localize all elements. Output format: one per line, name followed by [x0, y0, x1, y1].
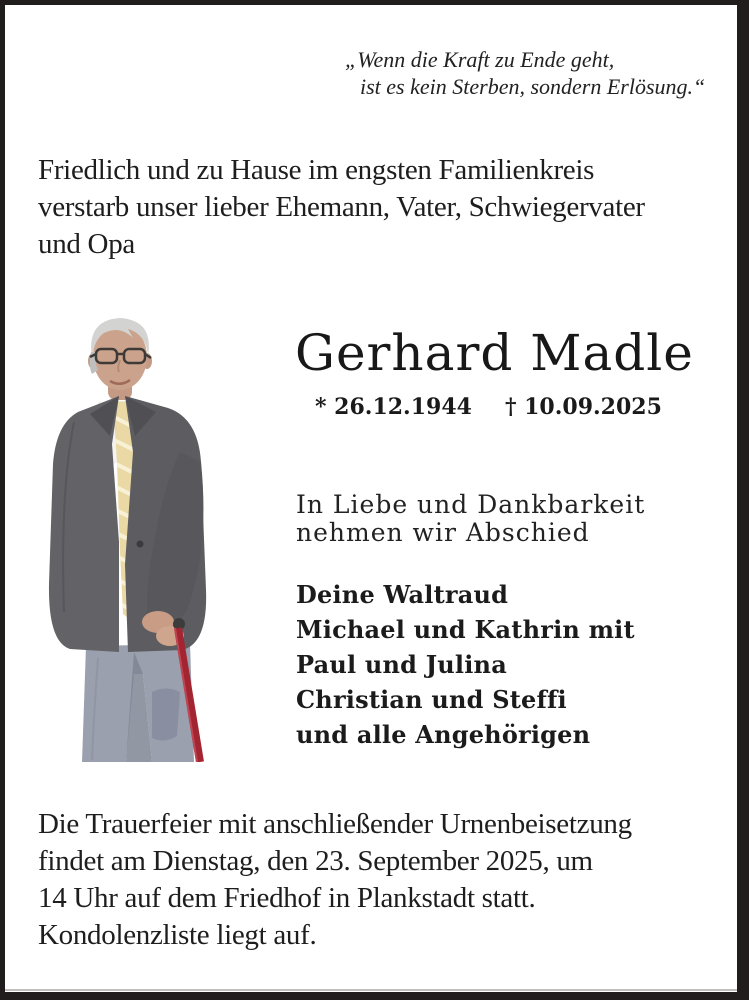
- quote-line-2: ist es kein Sterben, sondern Erlösung.“: [360, 74, 706, 99]
- intro-line: Friedlich und zu Hause im engsten Familienkreis: [38, 154, 595, 186]
- intro-line: und Opa: [38, 228, 135, 260]
- intro-text: [38, 152, 645, 263]
- mourner-name: Paul und Julina: [296, 650, 507, 679]
- funeral-line: Kondolenzliste liegt auf.: [38, 919, 317, 951]
- death-date: † 10.09.2025: [504, 394, 662, 420]
- deceased-name: Gerhard Madle: [295, 324, 694, 382]
- portrait-photo: [40, 312, 236, 762]
- funeral-line: Die Trauerfeier mit anschließender Urnenbeisetzung: [38, 808, 632, 840]
- mourner-name: Deine Waltraud: [296, 580, 509, 609]
- trousers: [82, 644, 194, 762]
- funeral-line: findet am Dienstag, den 23. September 2025, um: [38, 845, 593, 877]
- jacket-button: [137, 541, 144, 548]
- mourner-name: Christian und Steffi: [296, 685, 567, 714]
- farewell-text: [296, 491, 645, 547]
- birth-date: * 26.12.1944: [315, 394, 472, 420]
- intro-line: verstarb unser lieber Ehemann, Vater, Schwiegervater: [38, 191, 645, 223]
- bottom-rule: [5, 989, 737, 991]
- portrait-illustration: [40, 312, 236, 762]
- mourner-name: und alle Angehörigen: [296, 720, 591, 749]
- funeral-line: 14 Uhr auf dem Friedhof in Plankstadt statt.: [38, 882, 536, 914]
- mourners-list: [296, 577, 635, 752]
- farewell-line: In Liebe und Dankbarkeit: [296, 490, 646, 519]
- farewell-line: nehmen wir Abschied: [296, 518, 590, 547]
- life-dates: [315, 393, 662, 421]
- memorial-quote: [345, 46, 705, 100]
- funeral-details: [38, 806, 632, 954]
- quote-line-1: „Wenn die Kraft zu Ende geht,: [345, 47, 615, 72]
- mourner-name: Michael und Kathrin mit: [296, 615, 635, 644]
